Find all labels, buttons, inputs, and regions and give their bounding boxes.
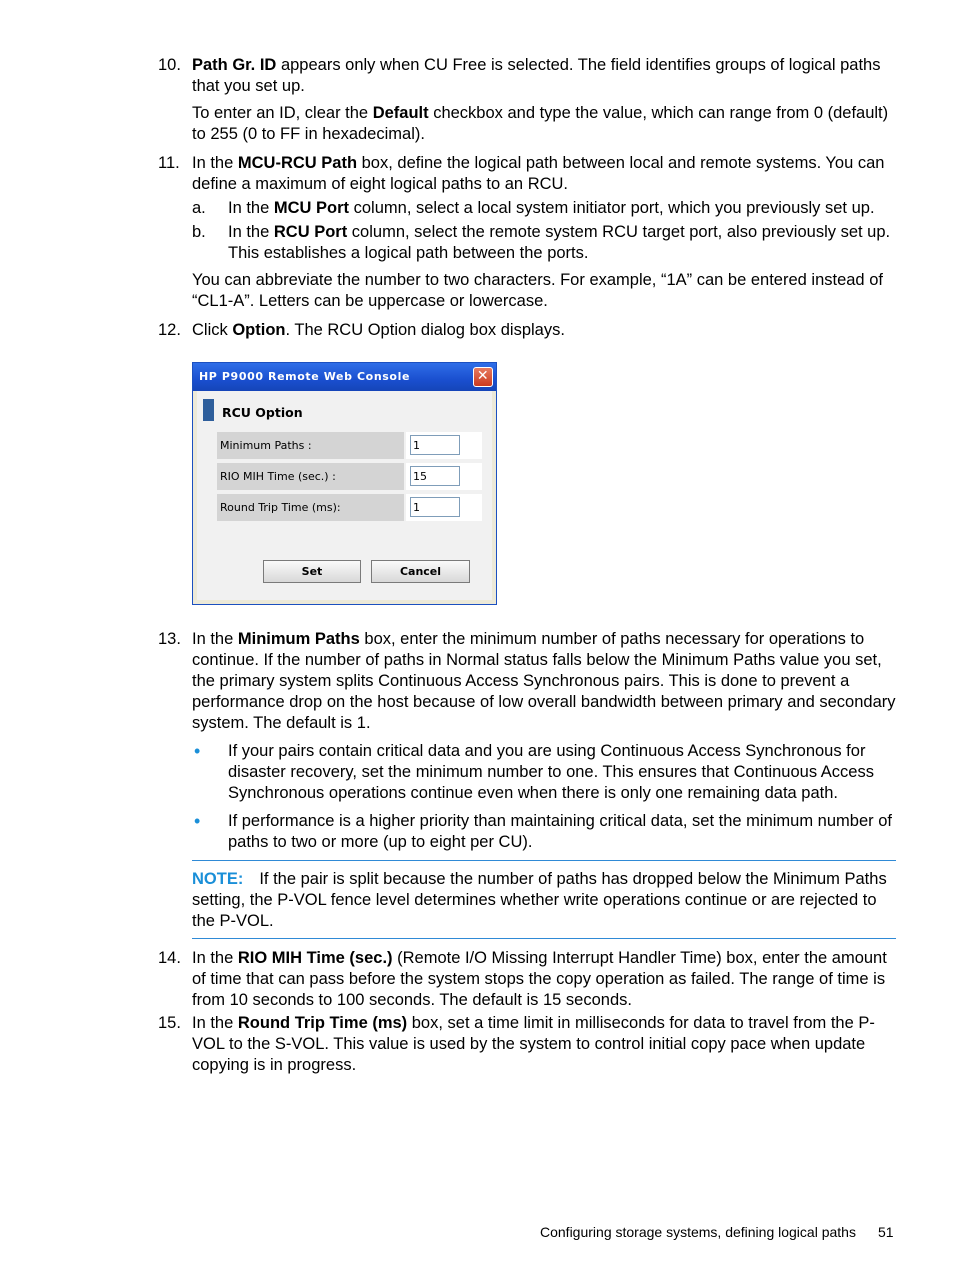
step-12: [158, 320, 898, 341]
minimum-paths-input[interactable]: [410, 435, 460, 455]
step-number: 11.: [158, 154, 180, 172]
text: If performance is a higher priority than maintaining critical data, set the minimum number of paths to two or more (up to eight per CU).: [228, 812, 892, 851]
field-cell: [406, 494, 482, 521]
step-number: 13.: [158, 630, 181, 648]
text: To enter an ID, clear the: [192, 104, 373, 122]
field-label: Minimum Paths :: [217, 432, 404, 459]
dialog-panel: [197, 391, 492, 600]
step-number: 10.: [158, 56, 181, 74]
rio-mih-time-input[interactable]: [410, 466, 460, 486]
text: If your pairs contain critical data and you are using Continuous Access Synchronous for disaster recovery, set the minimum number to one. This ensures that Continuous Access Synchronous operations continue even when there is only one remaining data path.: [228, 742, 874, 802]
text: box, define the logical path between local and remote systems. You can define a maximum of eight logical paths to an RCU.: [192, 154, 885, 193]
term: MCU Port: [273, 199, 350, 217]
close-button[interactable]: [473, 367, 493, 387]
step-11: [158, 153, 898, 312]
page-footer: [540, 1222, 894, 1243]
text: In the: [192, 154, 238, 172]
term: Minimum Paths: [237, 630, 360, 648]
step-number: 12.: [158, 321, 181, 339]
bullet-icon: •: [194, 811, 201, 831]
note-box: [192, 860, 896, 939]
step-text: [192, 629, 898, 734]
step-text: [192, 103, 898, 145]
step-number: 14.: [158, 949, 181, 967]
round-trip-time-input[interactable]: [410, 497, 460, 517]
bullet-icon: •: [194, 741, 201, 761]
term: Option: [232, 321, 286, 339]
term: Path Gr. ID: [192, 56, 277, 74]
cancel-button[interactable]: Cancel: [371, 560, 470, 583]
round-trip-time-row: [217, 494, 482, 521]
field-cell: [406, 432, 482, 459]
dialog-titlebar: [193, 363, 496, 391]
text: Click: [192, 321, 233, 339]
text: In the: [192, 1014, 238, 1032]
step-10: [158, 55, 898, 145]
text: In the: [228, 223, 274, 241]
page-number: 51: [877, 1224, 894, 1240]
field-label: RIO MIH Time (sec.) :: [217, 463, 404, 490]
rcu-option-dialog: [192, 362, 497, 605]
text: box, enter the minimum number of paths necessary for operations to continue. If the number of paths in Normal status falls below the Minimum Paths value you set, the primary system splits Continuous Access Synchronous pairs. This is done to prevent a performance drop on the host because of low overall bandwidth between primary and secondary system. The default is 1.: [192, 630, 896, 732]
text: box, set a time limit in milliseconds for data to travel from the P-VOL to the S-VOL. This value is used by the system to control initial copy pace when update copying is in progress.: [192, 1014, 875, 1074]
text: column, select a local system initiator port, which you previously set up.: [349, 199, 875, 217]
rio-mih-time-row: [217, 463, 482, 490]
text: column, select the remote system RCU target port, also previously set up. This establishes a logical path between the ports.: [228, 223, 891, 262]
step-text: [192, 55, 898, 97]
step-14: [158, 948, 898, 1011]
text: In the: [192, 949, 238, 967]
step-text: [192, 948, 898, 1011]
step-15: [158, 1013, 898, 1076]
term: Default: [372, 104, 429, 122]
note-text: If the pair is split because the number of paths has dropped below the Minimum Paths setting, the P-VOL fence level determines whether write operations continue or are rejected to the P-VOL.: [192, 870, 887, 930]
field-cell: [406, 463, 482, 490]
substep-a: [192, 198, 898, 219]
text: In the: [228, 199, 274, 217]
term: RCU Port: [273, 223, 348, 241]
note-label: NOTE:: [192, 870, 244, 888]
close-icon: ✕: [476, 368, 490, 384]
text: checkbox and type the value, which can range from 0 (default) to 255 (0 to FF in hexadecimal).: [192, 104, 889, 143]
substep-letter: b.: [192, 223, 206, 241]
step-text: [192, 270, 898, 312]
bullet-item: [192, 811, 898, 853]
step-13: [158, 629, 898, 853]
text: appears only when CU Free is selected. The field identifies groups of logical paths that you set up.: [192, 56, 881, 95]
text: You can abbreviate the number to two characters. For example, “1A” can be entered instead of “CL1-A”. Letters can be uppercase or lowercase.: [192, 271, 883, 310]
step-number: 15.: [158, 1014, 181, 1032]
section-marker: [203, 399, 214, 421]
set-button[interactable]: Set: [263, 560, 361, 583]
term: Round Trip Time (ms): [237, 1014, 408, 1032]
section-title: RCU Option: [222, 405, 303, 420]
substep-letter: a.: [192, 199, 206, 217]
dialog-title: HP P9000 Remote Web Console: [199, 370, 411, 383]
term: RIO MIH Time (sec.): [237, 949, 393, 967]
minimum-paths-row: [217, 432, 482, 459]
bullet-item: [192, 741, 898, 804]
step-text: [192, 1013, 898, 1076]
step-text: [192, 153, 898, 195]
text: . The RCU Option dialog box displays.: [285, 321, 565, 339]
text: In the: [192, 630, 238, 648]
field-label: Round Trip Time (ms):: [217, 494, 404, 521]
footer-section-title: Configuring storage systems, defining logical paths: [540, 1224, 856, 1240]
step-text: [192, 320, 898, 341]
substep-b: [192, 222, 898, 264]
text: (Remote I/O Missing Interrupt Handler Time) box, enter the amount of time that can pass before the system stops the copy operation as failed. The range of time is from 10 seconds to 100 seconds. The default is 15 seconds.: [192, 949, 887, 1009]
term: MCU-RCU Path: [237, 154, 358, 172]
